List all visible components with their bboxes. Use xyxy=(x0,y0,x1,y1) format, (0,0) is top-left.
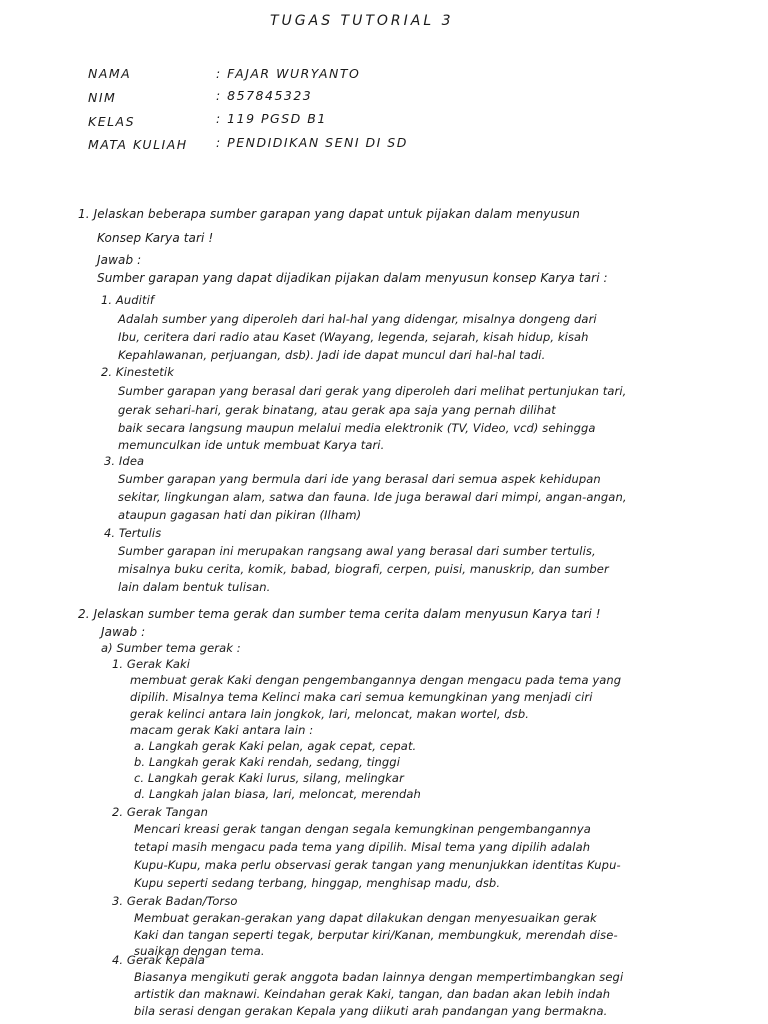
header-key-kelas: KELAS xyxy=(88,114,136,129)
item-gerak-kaki-sub-b: b. Langkah gerak Kaki rendah, sedang, tinggi xyxy=(134,755,400,769)
item-tertulis-line-1: Sumber garapan ini merupakan rangsang awal yang berasal dari sumber tertulis, xyxy=(118,544,596,558)
item-gerak-kaki-heading: 1. Gerak Kaki xyxy=(112,657,191,671)
item-gerak-kepala-heading: 4. Gerak Kepala xyxy=(112,953,206,967)
item-idea-line-1: Sumber garapan yang bermula dari ide yang berasal dari semua aspek kehidupan xyxy=(118,472,601,486)
header-key-mata-kuliah: MATA KULIAH xyxy=(88,137,188,152)
item-gerak-tangan-line-1: Mencari kreasi gerak tangan dengan segala kemungkinan pengembangannya xyxy=(134,822,591,836)
item-kinestetik-line-4: memunculkan ide untuk membuat Karya tari. xyxy=(118,438,385,452)
item-gerak-tangan-line-2: tetapi masih mengacu pada tema yang dipilih. Misal tema yang dipilih adalah xyxy=(134,840,591,854)
item-gerak-kaki-sub-c: c. Langkah gerak Kaki lurus, silang, melingkar xyxy=(134,771,404,785)
answer-1-intro: Sumber garapan yang dapat dijadikan pijakan dalam menyusun konsep Karya tari : xyxy=(97,271,608,285)
item-kinestetik-heading: 2. Kinestetik xyxy=(101,365,174,379)
item-gerak-tangan-heading: 2. Gerak Tangan xyxy=(112,805,208,819)
item-gerak-kepala-line-3: bila serasi dengan gerakan Kepala yang diikuti arah pandangan yang bermakna. xyxy=(134,1004,608,1018)
header-key-nama: NAMA xyxy=(88,66,132,81)
answer-2-label: Jawab : xyxy=(101,625,146,639)
item-gerak-badan-heading: 3. Gerak Badan/Torso xyxy=(112,894,238,908)
item-gerak-kaki-line-4: macam gerak Kaki antara lain : xyxy=(130,723,314,737)
question-2-line-1: 2. Jelaskan sumber tema gerak dan sumber tema cerita dalam menyusun Karya tari ! xyxy=(78,607,601,621)
item-gerak-kepala-line-1: Biasanya mengikuti gerak anggota badan lainnya dengan mempertimbangkan segi xyxy=(134,970,624,984)
item-gerak-kaki-line-2: dipilih. Misalnya tema Kelinci maka cari semua kemungkinan yang menjadi ciri xyxy=(130,690,593,704)
item-gerak-kaki-sub-d: d. Langkah jalan biasa, lari, meloncat, merendah xyxy=(134,787,421,801)
item-gerak-badan-line-3: suaikan dengan tema. xyxy=(134,944,265,958)
item-auditif-line-2: Ibu, ceritera dari radio atau Kaset (Wayang, legenda, sejarah, kisah hidup, kisah xyxy=(118,330,589,344)
item-kinestetik-line-1: Sumber garapan yang berasal dari gerak yang diperoleh dari melihat pertunjukan tari, xyxy=(118,384,627,398)
answer-1-label: Jawab : xyxy=(97,253,142,267)
item-auditif-line-3: Kepahlawanan, perjuangan, dsb). Jadi ide dapat muncul dari hal-hal tadi. xyxy=(118,348,546,362)
item-gerak-kaki-line-3: gerak kelinci antara lain jongkok, lari, meloncat, makan wortel, dsb. xyxy=(130,707,530,721)
item-gerak-kepala-line-2: artistik dan maknawi. Keindahan gerak Kaki, tangan, dan badan akan lebih indah xyxy=(134,987,611,1001)
item-kinestetik-line-2: gerak sehari-hari, gerak binatang, atau gerak apa saja yang pernah dilihat xyxy=(118,403,556,417)
page-title: TUGAS TUTORIAL 3 xyxy=(270,13,454,29)
item-auditif-heading: 1. Auditif xyxy=(101,293,155,307)
item-gerak-tangan-line-4: Kupu seperti sedang terbang, hinggap, menghisap madu, dsb. xyxy=(134,876,501,890)
header-value-mata-kuliah: : PENDIDIKAN SENI DI SD xyxy=(216,135,408,150)
header-value-nama: : FAJAR WURYANTO xyxy=(216,66,361,81)
header-key-nim: NIM xyxy=(88,90,117,105)
item-gerak-badan-line-1: Membuat gerakan-gerakan yang dapat dilakukan dengan menyesuaikan gerak xyxy=(134,911,597,925)
item-idea-line-2: sekitar, lingkungan alam, satwa dan fauna. Ide juga berawal dari mimpi, angan-angan, xyxy=(118,490,627,504)
item-tertulis-heading: 4. Tertulis xyxy=(104,526,162,540)
item-idea-heading: 3. Idea xyxy=(104,454,145,468)
item-gerak-badan-line-2: Kaki dan tangan seperti tegak, berputar kiri/Kanan, membungkuk, merendah dise- xyxy=(134,928,618,942)
item-tertulis-line-2: misalnya buku cerita, komik, babad, biografi, cerpen, puisi, manuskrip, dan sumber xyxy=(118,562,609,576)
sumber-tema-gerak-heading: a) Sumber tema gerak : xyxy=(101,641,241,655)
item-tertulis-line-3: lain dalam bentuk tulisan. xyxy=(118,580,271,594)
header-value-nim: : 857845323 xyxy=(216,88,313,103)
item-gerak-kaki-sub-a: a. Langkah gerak Kaki pelan, agak cepat, cepat. xyxy=(134,739,417,753)
item-kinestetik-line-3: baik secara langsung maupun melalui media elektronik (TV, Video, vcd) sehingga xyxy=(118,421,596,435)
question-1-line-2: Konsep Karya tari ! xyxy=(97,231,214,245)
item-auditif-line-1: Adalah sumber yang diperoleh dari hal-hal yang didengar, misalnya dongeng dari xyxy=(118,312,597,326)
item-gerak-tangan-line-3: Kupu-Kupu, maka perlu observasi gerak tangan yang menunjukkan identitas Kupu- xyxy=(134,858,621,872)
header-value-kelas: : 119 PGSD B1 xyxy=(216,111,327,126)
item-gerak-kaki-line-1: membuat gerak Kaki dengan pengembangannya dengan mengacu pada tema yang xyxy=(130,673,622,687)
question-1-line-1: 1. Jelaskan beberapa sumber garapan yang dapat untuk pijakan dalam menyusun xyxy=(78,207,580,221)
item-idea-line-3: ataupun gagasan hati dan pikiran (Ilham) xyxy=(118,508,362,522)
